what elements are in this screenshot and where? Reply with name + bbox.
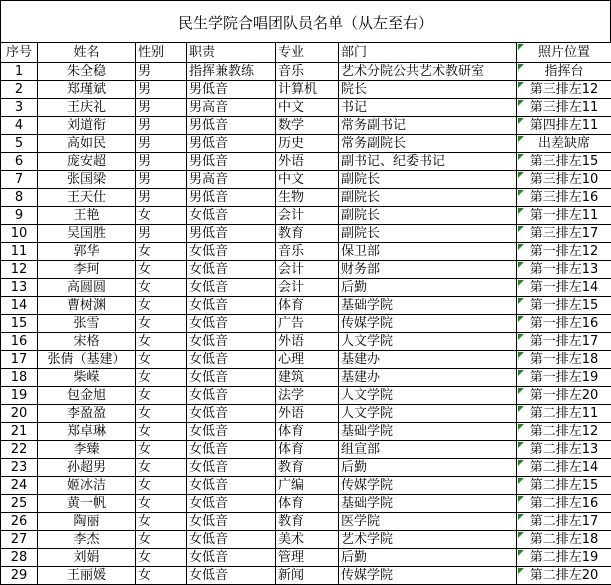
cell-major[interactable]: 会计	[276, 261, 339, 279]
cell-no[interactable]: 3	[1, 99, 38, 117]
cell-major[interactable]: 音乐	[276, 243, 339, 261]
cell-photo[interactable]: 第一排左16	[517, 315, 611, 333]
cell-gender[interactable]: 男	[136, 171, 187, 189]
cell-no[interactable]: 1	[1, 63, 38, 81]
cell-dept[interactable]: 副院长	[339, 189, 517, 207]
table-row	[1, 423, 611, 441]
cell-gender[interactable]: 女	[136, 261, 187, 279]
header-name[interactable]: 姓名	[38, 43, 136, 63]
table-row	[1, 189, 611, 207]
table-row	[1, 99, 611, 117]
cell-gender[interactable]: 女	[136, 207, 187, 225]
header-no[interactable]: 序号	[1, 43, 38, 63]
cell-dept[interactable]: 后勤	[339, 549, 517, 567]
cell-dept[interactable]: 后勤	[339, 459, 517, 477]
cell-name[interactable]: 王天仕	[38, 189, 136, 207]
cell-major[interactable]: 数学	[276, 117, 339, 135]
table-row	[1, 387, 611, 405]
table-row	[1, 369, 611, 387]
cell-no[interactable]: 18	[1, 369, 38, 387]
cell-gender[interactable]: 男	[136, 81, 187, 99]
cell-no[interactable]: 10	[1, 225, 38, 243]
cell-major[interactable]: 心理	[276, 351, 339, 369]
table-row	[1, 513, 611, 531]
table-row	[1, 225, 611, 243]
cell-major[interactable]: 教育	[276, 225, 339, 243]
cell-major[interactable]: 会计	[276, 207, 339, 225]
cell-no[interactable]: 4	[1, 117, 38, 135]
cell-no[interactable]: 25	[1, 495, 38, 513]
cell-photo[interactable]: 第二排左12	[517, 423, 611, 441]
cell-role[interactable]: 男低音	[187, 153, 276, 171]
cell-major[interactable]: 法学	[276, 387, 339, 405]
cell-dept[interactable]: 人文学院	[339, 333, 517, 351]
cell-dept[interactable]: 传媒学院	[339, 477, 517, 495]
cell-photo[interactable]: 第三排左16	[517, 189, 611, 207]
cell-dept[interactable]: 医学院	[339, 513, 517, 531]
cell-dept[interactable]: 副书记、纪委书记	[339, 153, 517, 171]
cell-name[interactable]: 高圆圆	[38, 279, 136, 297]
cell-role[interactable]: 女低音	[187, 531, 276, 549]
cell-photo[interactable]: 第一排左19	[517, 369, 611, 387]
cell-no[interactable]: 23	[1, 459, 38, 477]
roster-body	[1, 43, 611, 585]
cell-no[interactable]: 9	[1, 207, 38, 225]
cell-role[interactable]: 女低音	[187, 513, 276, 531]
cell-gender[interactable]: 女	[136, 387, 187, 405]
cell-role[interactable]: 男低音	[187, 189, 276, 207]
cell-dept[interactable]: 基建办	[339, 351, 517, 369]
table-row	[1, 243, 611, 261]
cell-dept[interactable]: 副院长	[339, 207, 517, 225]
cell-photo[interactable]: 第三排左11	[517, 99, 611, 117]
cell-role[interactable]: 女低音	[187, 459, 276, 477]
table-row	[1, 81, 611, 99]
cell-gender[interactable]: 女	[136, 369, 187, 387]
cell-gender[interactable]: 女	[136, 513, 187, 531]
cell-role[interactable]: 女低音	[187, 243, 276, 261]
cell-role[interactable]: 男低音	[187, 225, 276, 243]
table-row	[1, 261, 611, 279]
cell-gender[interactable]: 女	[136, 405, 187, 423]
table-row	[1, 459, 611, 477]
cell-photo[interactable]: 第二排左14	[517, 459, 611, 477]
roster-table	[0, 42, 611, 585]
cell-major[interactable]: 教育	[276, 513, 339, 531]
cell-name[interactable]: 黄一帆	[38, 495, 136, 513]
cell-major[interactable]: 外语	[276, 405, 339, 423]
cell-name[interactable]: 陶丽	[38, 513, 136, 531]
cell-gender[interactable]: 女	[136, 315, 187, 333]
cell-photo[interactable]: 第二排左16	[517, 495, 611, 513]
table-row	[1, 441, 611, 459]
cell-dept[interactable]: 组宣部	[339, 441, 517, 459]
cell-photo[interactable]: 第二排左11	[517, 405, 611, 423]
cell-gender[interactable]: 女	[136, 549, 187, 567]
cell-no[interactable]: 27	[1, 531, 38, 549]
table-row	[1, 153, 611, 171]
cell-role[interactable]: 女低音	[187, 477, 276, 495]
cell-name[interactable]: 张雪	[38, 315, 136, 333]
cell-no[interactable]: 13	[1, 279, 38, 297]
cell-gender[interactable]: 男	[136, 117, 187, 135]
cell-major[interactable]: 音乐	[276, 63, 339, 81]
cell-no[interactable]: 24	[1, 477, 38, 495]
cell-gender[interactable]: 女	[136, 495, 187, 513]
cell-no[interactable]: 7	[1, 171, 38, 189]
table-row	[1, 495, 611, 513]
cell-photo[interactable]: 第二排左13	[517, 441, 611, 459]
cell-no[interactable]: 26	[1, 513, 38, 531]
cell-photo[interactable]: 第三排左12	[517, 81, 611, 99]
cell-role[interactable]: 女低音	[187, 567, 276, 585]
cell-dept[interactable]: 艺术学院	[339, 531, 517, 549]
cell-name[interactable]: 李杰	[38, 531, 136, 549]
cell-major[interactable]: 广告	[276, 315, 339, 333]
cell-name[interactable]: 张倩（基建）	[38, 351, 136, 369]
cell-role[interactable]: 女低音	[187, 405, 276, 423]
cell-photo[interactable]: 第一排左17	[517, 333, 611, 351]
cell-role[interactable]: 男高音	[187, 99, 276, 117]
cell-major[interactable]: 生物	[276, 189, 339, 207]
header-row	[1, 43, 611, 63]
cell-role[interactable]: 女低音	[187, 315, 276, 333]
cell-dept[interactable]: 人文学院	[339, 387, 517, 405]
cell-photo[interactable]: 第二排左19	[517, 549, 611, 567]
cell-photo[interactable]: 第一排左18	[517, 351, 611, 369]
cell-no[interactable]: 14	[1, 297, 38, 315]
cell-dept[interactable]: 艺术分院公共艺术教研室	[339, 63, 517, 81]
cell-gender[interactable]: 女	[136, 459, 187, 477]
table-row	[1, 549, 611, 567]
cell-no[interactable]: 20	[1, 405, 38, 423]
cell-dept[interactable]: 基建办	[339, 369, 517, 387]
cell-role[interactable]: 女低音	[187, 369, 276, 387]
cell-no[interactable]: 21	[1, 423, 38, 441]
cell-name[interactable]: 曹树渊	[38, 297, 136, 315]
cell-gender[interactable]: 女	[136, 351, 187, 369]
cell-major[interactable]: 广编	[276, 477, 339, 495]
cell-role[interactable]: 女低音	[187, 261, 276, 279]
cell-name[interactable]: 吴国胜	[38, 225, 136, 243]
cell-name[interactable]: 柴嵘	[38, 369, 136, 387]
cell-role[interactable]: 女低音	[187, 297, 276, 315]
cell-role[interactable]: 男低音	[187, 81, 276, 99]
cell-name[interactable]: 刘娟	[38, 549, 136, 567]
table-row	[1, 567, 611, 585]
cell-name[interactable]: 王艳	[38, 207, 136, 225]
cell-name[interactable]: 王庆礼	[38, 99, 136, 117]
cell-photo[interactable]: 第三排左15	[517, 153, 611, 171]
cell-role[interactable]: 男低音	[187, 117, 276, 135]
cell-no[interactable]: 17	[1, 351, 38, 369]
cell-no[interactable]: 15	[1, 315, 38, 333]
cell-major[interactable]: 体育	[276, 441, 339, 459]
cell-major[interactable]: 外语	[276, 153, 339, 171]
table-row	[1, 117, 611, 135]
header-role[interactable]: 职责	[187, 43, 276, 63]
cell-photo[interactable]: 第一排左14	[517, 279, 611, 297]
cell-dept[interactable]: 常务副书记	[339, 117, 517, 135]
cell-dept[interactable]: 基础学院	[339, 297, 517, 315]
cell-name[interactable]: 孙超男	[38, 459, 136, 477]
cell-photo[interactable]: 第一排左20	[517, 387, 611, 405]
cell-dept[interactable]: 基础学院	[339, 423, 517, 441]
cell-photo[interactable]: 第二排左20	[517, 567, 611, 585]
cell-no[interactable]: 16	[1, 333, 38, 351]
cell-name[interactable]: 郑瑾斌	[38, 81, 136, 99]
table-row	[1, 351, 611, 369]
cell-dept[interactable]: 传媒学院	[339, 567, 517, 585]
header-dept[interactable]: 部门	[339, 43, 517, 63]
cell-dept[interactable]: 保卫部	[339, 243, 517, 261]
table-row	[1, 405, 611, 423]
cell-dept[interactable]: 财务部	[339, 261, 517, 279]
cell-photo[interactable]: 第一排左12	[517, 243, 611, 261]
cell-dept[interactable]: 常务副院长	[339, 135, 517, 153]
cell-photo[interactable]: 第三排左17	[517, 225, 611, 243]
cell-gender[interactable]: 女	[136, 531, 187, 549]
cell-gender[interactable]: 男	[136, 153, 187, 171]
cell-dept[interactable]: 书记	[339, 99, 517, 117]
cell-gender[interactable]: 女	[136, 441, 187, 459]
cell-dept[interactable]: 院长	[339, 81, 517, 99]
cell-no[interactable]: 11	[1, 243, 38, 261]
cell-dept[interactable]: 副院长	[339, 225, 517, 243]
cell-no[interactable]: 12	[1, 261, 38, 279]
cell-photo[interactable]: 第二排左17	[517, 513, 611, 531]
cell-name[interactable]: 包金旭	[38, 387, 136, 405]
cell-role[interactable]: 女低音	[187, 387, 276, 405]
cell-major[interactable]: 中文	[276, 99, 339, 117]
cell-no[interactable]: 29	[1, 567, 38, 585]
table-row	[1, 279, 611, 297]
cell-gender[interactable]: 女	[136, 567, 187, 585]
table-row	[1, 207, 611, 225]
cell-gender[interactable]: 女	[136, 477, 187, 495]
cell-dept[interactable]: 人文学院	[339, 405, 517, 423]
table-row	[1, 297, 611, 315]
header-major[interactable]: 专业	[276, 43, 339, 63]
cell-gender[interactable]: 女	[136, 333, 187, 351]
cell-role[interactable]: 女低音	[187, 279, 276, 297]
cell-major[interactable]: 历史	[276, 135, 339, 153]
cell-photo[interactable]: 第一排左13	[517, 261, 611, 279]
cell-gender[interactable]: 男	[136, 189, 187, 207]
cell-name[interactable]: 朱全稳	[38, 63, 136, 81]
cell-major[interactable]: 管理	[276, 549, 339, 567]
cell-name[interactable]: 宋格	[38, 333, 136, 351]
cell-photo[interactable]: 指挥台	[517, 63, 611, 81]
cell-role[interactable]: 男低音	[187, 135, 276, 153]
cell-major[interactable]: 教育	[276, 459, 339, 477]
cell-role[interactable]: 指挥兼教练	[187, 63, 276, 81]
cell-gender[interactable]: 男	[136, 135, 187, 153]
cell-no[interactable]: 8	[1, 189, 38, 207]
cell-name[interactable]: 姬冰洁	[38, 477, 136, 495]
header-photo[interactable]: 照片位置	[517, 43, 611, 63]
table-row	[1, 135, 611, 153]
cell-major[interactable]: 体育	[276, 423, 339, 441]
cell-dept[interactable]: 后勤	[339, 279, 517, 297]
cell-gender[interactable]: 女	[136, 243, 187, 261]
cell-gender[interactable]: 男	[136, 225, 187, 243]
cell-role[interactable]: 女低音	[187, 351, 276, 369]
cell-dept[interactable]: 基础学院	[339, 495, 517, 513]
cell-no[interactable]: 28	[1, 549, 38, 567]
cell-name[interactable]: 王丽媛	[38, 567, 136, 585]
cell-major[interactable]: 新闻	[276, 567, 339, 585]
cell-photo[interactable]: 第二排左18	[517, 531, 611, 549]
table-row	[1, 333, 611, 351]
cell-name[interactable]: 高如民	[38, 135, 136, 153]
cell-role[interactable]: 女低音	[187, 549, 276, 567]
cell-gender[interactable]: 女	[136, 423, 187, 441]
cell-no[interactable]: 6	[1, 153, 38, 171]
cell-photo[interactable]: 第四排左11	[517, 117, 611, 135]
cell-gender[interactable]: 男	[136, 99, 187, 117]
cell-photo[interactable]: 出差缺席	[517, 135, 611, 153]
cell-role[interactable]: 男高音	[187, 171, 276, 189]
table-row	[1, 171, 611, 189]
table-row	[1, 315, 611, 333]
cell-name[interactable]: 庞安超	[38, 153, 136, 171]
cell-role[interactable]: 女低音	[187, 333, 276, 351]
cell-name[interactable]: 李珂	[38, 261, 136, 279]
cell-name[interactable]: 郭华	[38, 243, 136, 261]
cell-role[interactable]: 女低音	[187, 441, 276, 459]
table-row	[1, 477, 611, 495]
cell-no[interactable]: 5	[1, 135, 38, 153]
cell-major[interactable]: 建筑	[276, 369, 339, 387]
cell-name[interactable]: 李臻	[38, 441, 136, 459]
cell-dept[interactable]: 副院长	[339, 171, 517, 189]
cell-name[interactable]: 张国梁	[38, 171, 136, 189]
cell-role[interactable]: 女低音	[187, 495, 276, 513]
table-row	[1, 531, 611, 549]
cell-major[interactable]: 美术	[276, 531, 339, 549]
cell-no[interactable]: 19	[1, 387, 38, 405]
cell-role[interactable]: 女低音	[187, 207, 276, 225]
cell-major[interactable]: 体育	[276, 297, 339, 315]
cell-name[interactable]: 李盈盈	[38, 405, 136, 423]
cell-no[interactable]: 2	[1, 81, 38, 99]
cell-dept[interactable]: 传媒学院	[339, 315, 517, 333]
cell-major[interactable]: 中文	[276, 171, 339, 189]
cell-role[interactable]: 女低音	[187, 423, 276, 441]
cell-gender[interactable]: 女	[136, 297, 187, 315]
cell-major[interactable]: 体育	[276, 495, 339, 513]
cell-name[interactable]: 刘道衔	[38, 117, 136, 135]
cell-photo[interactable]: 第二排左15	[517, 477, 611, 495]
cell-no[interactable]: 22	[1, 441, 38, 459]
cell-photo[interactable]: 第一排左11	[517, 207, 611, 225]
table-row	[1, 63, 611, 81]
cell-major[interactable]: 外语	[276, 333, 339, 351]
sheet-title[interactable]: 民生学院合唱团队员名单（从左至右）	[0, 0, 611, 43]
header-gender[interactable]: 性别	[136, 43, 187, 63]
cell-major[interactable]: 计算机	[276, 81, 339, 99]
cell-photo[interactable]: 第三排左10	[517, 171, 611, 189]
cell-gender[interactable]: 女	[136, 279, 187, 297]
cell-name[interactable]: 郑卓琳	[38, 423, 136, 441]
cell-gender[interactable]: 男	[136, 63, 187, 81]
cell-photo[interactable]: 第一排左15	[517, 297, 611, 315]
cell-major[interactable]: 会计	[276, 279, 339, 297]
